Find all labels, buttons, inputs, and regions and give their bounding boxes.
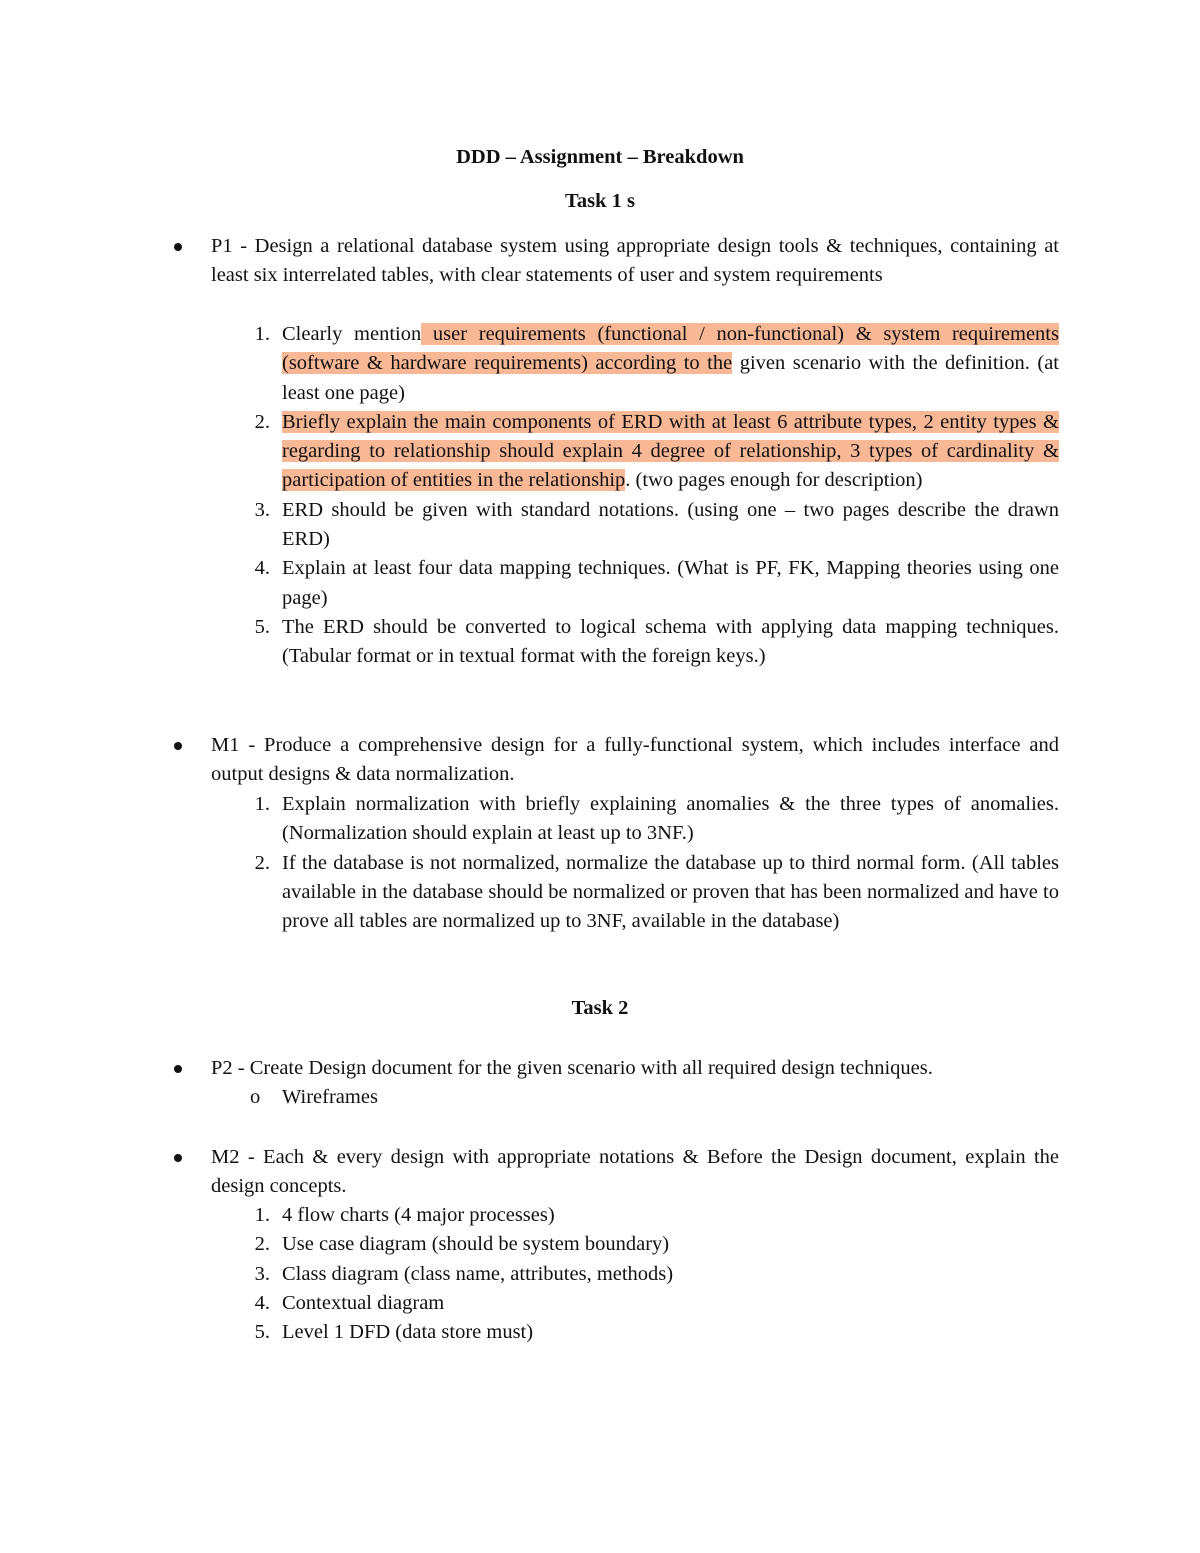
list-text: ERD should be given with standard notations. (using one – two pages describe the drawn ERD) bbox=[282, 498, 1059, 551]
list-text: Wireframes bbox=[282, 1086, 378, 1108]
list-number: 4. bbox=[254, 1291, 270, 1314]
list-number: 4. bbox=[254, 557, 270, 580]
highlighted-text: user requirements (functional / non-functional) & system requirements (software & hardware requirements) according to the bbox=[282, 323, 1059, 375]
list-text: Level 1 DFD (data store must) bbox=[282, 1321, 534, 1344]
p1-text: P1 - Design a relational database system using appropriate design tools & techniques, containing at least six interrelated tables, with clear statements of user and system requirements bbox=[211, 235, 1059, 287]
list-text: Explain normalization with briefly explaining anomalies & the three types of anomalies. (Normalization should explain at least up to 3NF.) bbox=[282, 793, 1059, 845]
list-number: 2. bbox=[254, 851, 270, 874]
list-item bbox=[254, 1289, 1059, 1318]
list-item bbox=[254, 1318, 1059, 1347]
list-number: 2. bbox=[254, 410, 270, 433]
list-number: 3. bbox=[254, 498, 270, 521]
circle-marker-icon: o bbox=[250, 1086, 261, 1108]
list-number: 1. bbox=[254, 323, 270, 345]
m2-list bbox=[254, 1201, 1059, 1347]
list-item bbox=[254, 320, 1059, 408]
list-number: 3. bbox=[254, 1262, 270, 1285]
p1-list bbox=[254, 320, 1059, 672]
m1-bullet bbox=[211, 731, 1059, 790]
list-item bbox=[254, 408, 1059, 496]
list-item bbox=[254, 554, 1059, 613]
m1-list bbox=[254, 790, 1059, 936]
list-item bbox=[250, 1083, 1059, 1112]
bullet-icon bbox=[174, 742, 182, 750]
bullet-icon bbox=[174, 1154, 182, 1162]
list-text: The ERD should be converted to logical schema with applying data mapping techniques. (Tabular format or in textual format with the foreign keys.) bbox=[282, 615, 1059, 668]
list-number: 1. bbox=[254, 793, 270, 815]
p2-text: P2 - Create Design document for the given scenario with all required design techniques. bbox=[211, 1057, 933, 1079]
list-item bbox=[254, 1201, 1059, 1230]
m1-text: M1 - Produce a comprehensive design for a fully-functional system, which includes interface and output designs & data normalization. bbox=[211, 734, 1059, 786]
list-text: 4 flow charts (4 major processes) bbox=[282, 1204, 555, 1226]
list-item bbox=[254, 1230, 1059, 1259]
highlighted-text: Briefly explain the main components of ERD with at least 6 attribute types, 2 entity types & regarding to relationship should explain 4 degree of relationship, 3 types of cardinality & participation of entities in the relationship bbox=[282, 410, 1059, 492]
p2-list bbox=[250, 1083, 1059, 1112]
list-text: given scenario with the definition. (at least one page) bbox=[282, 352, 1059, 404]
p2-bullet bbox=[211, 1054, 1059, 1083]
bullet-icon bbox=[174, 243, 182, 251]
list-item bbox=[254, 1260, 1059, 1289]
list-item bbox=[254, 613, 1059, 672]
list-number: 5. bbox=[254, 615, 270, 638]
bullet-icon bbox=[174, 1065, 182, 1073]
list-text: . (two pages enough for description) bbox=[625, 469, 923, 492]
task2-heading: Task 2 bbox=[571, 997, 629, 1019]
task1-heading: Task 1 s bbox=[565, 190, 635, 212]
list-text: Use case diagram (should be system boundary) bbox=[282, 1233, 670, 1256]
list-item bbox=[254, 496, 1059, 555]
m2-bullet bbox=[211, 1143, 1059, 1202]
list-text: Explain at least four data mapping techniques. (What is PF, FK, Mapping theories using one page) bbox=[282, 557, 1059, 609]
list-number: 2. bbox=[254, 1233, 270, 1256]
m2-text: M2 - Each & every design with appropriate notations & Before the Design document, explain the design concepts. bbox=[211, 1146, 1059, 1198]
list-text: Contextual diagram bbox=[282, 1291, 445, 1314]
document-title: DDD – Assignment – Breakdown bbox=[456, 146, 744, 168]
list-number: 1. bbox=[254, 1204, 270, 1226]
list-text: If the database is not normalized, normalize the database up to third normal form. (All tables available in the database should be normalized or proven that has been normalized and have to prove all tables are normalized up to 3NF, available in the database) bbox=[282, 851, 1059, 933]
list-item bbox=[254, 849, 1059, 937]
list-text: Clearly mention bbox=[282, 323, 422, 345]
p1-bullet bbox=[211, 232, 1059, 291]
list-number: 5. bbox=[254, 1321, 270, 1344]
list-text: Class diagram (class name, attributes, methods) bbox=[282, 1262, 674, 1285]
list-item bbox=[254, 790, 1059, 849]
